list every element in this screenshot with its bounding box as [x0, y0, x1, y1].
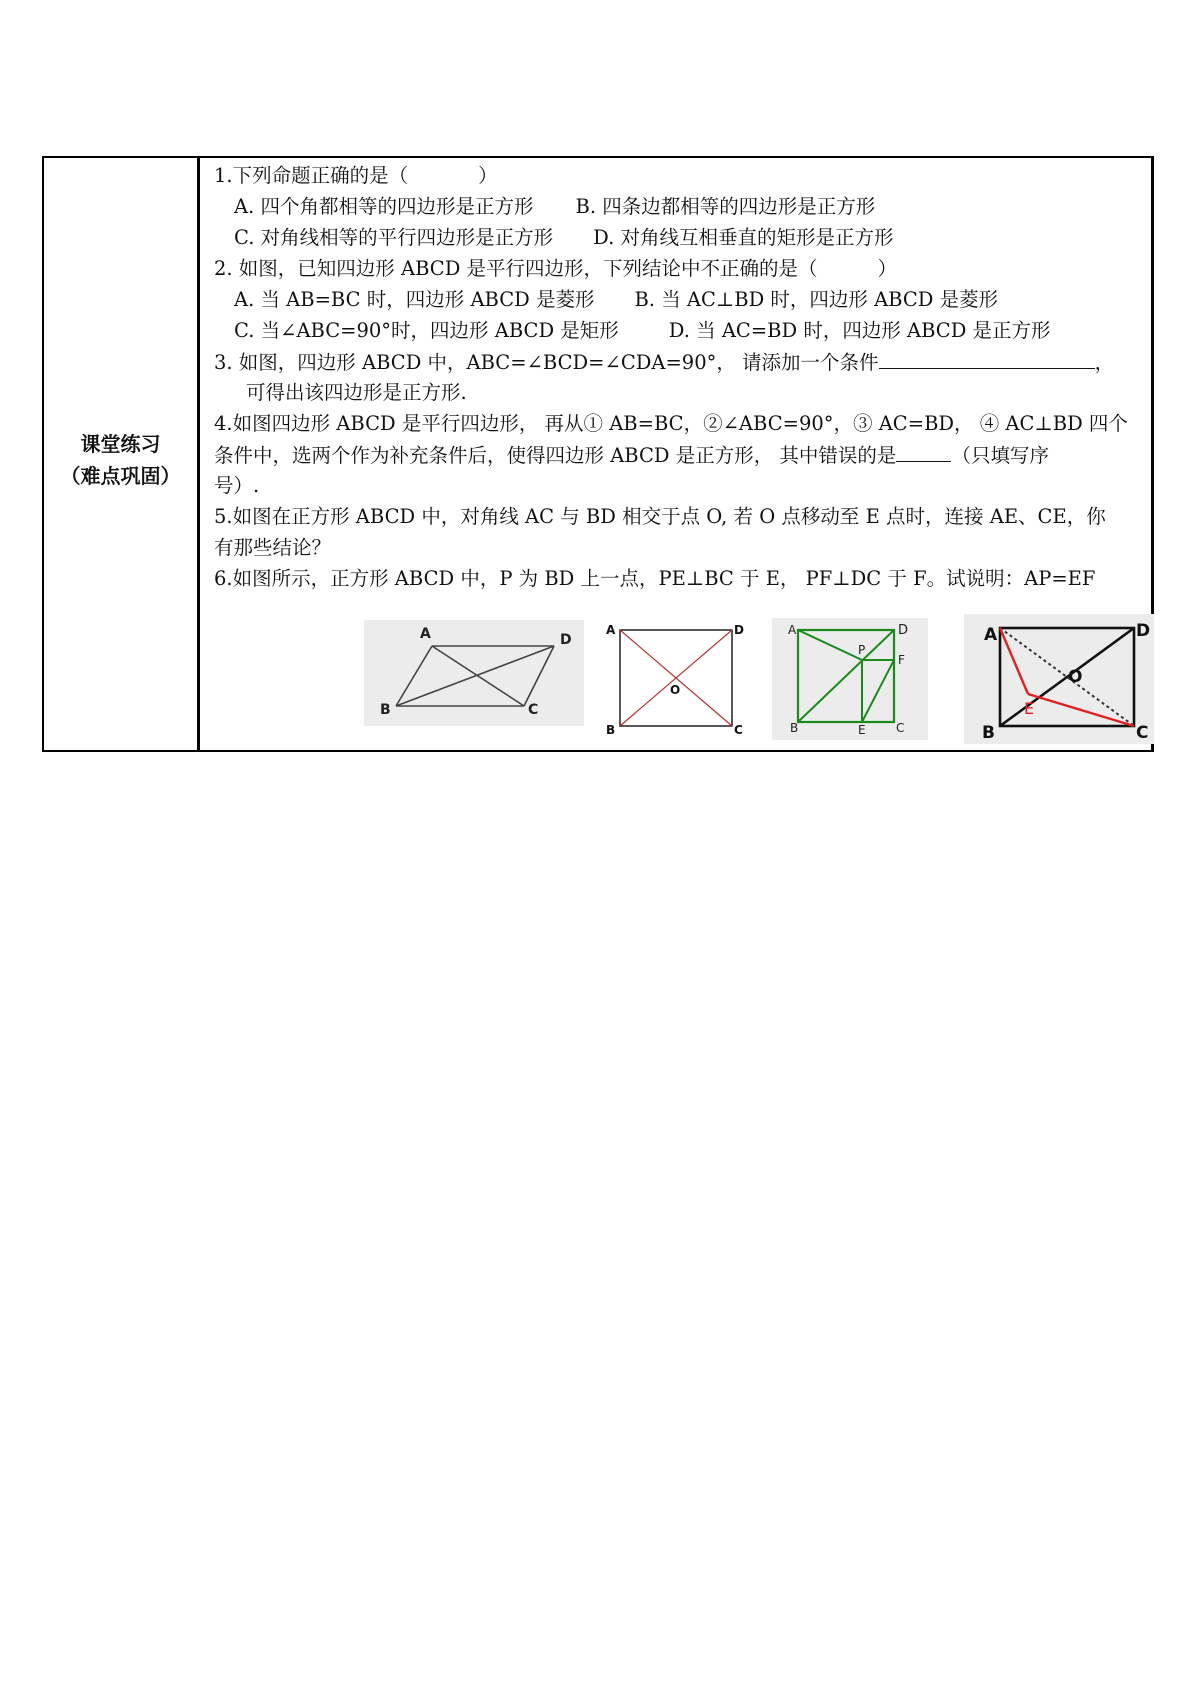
q2-option-d: D. 当 AC=BD 时，四边形 ABCD 是正方形 [668, 319, 1051, 342]
label-b: B [790, 721, 799, 735]
q2-stem-line [214, 257, 897, 281]
q3-answer-blank[interactable] [879, 350, 1095, 369]
section-label-title: 课堂练习 [80, 432, 161, 456]
label-c: C [896, 721, 905, 735]
label-p: P [858, 643, 866, 657]
label-b: B [380, 702, 391, 718]
label-c: C [528, 702, 539, 718]
label-a: A [420, 626, 431, 642]
label-d: D [560, 632, 572, 648]
section-label-subtitle: （难点巩固） [60, 464, 181, 488]
label-b: B [606, 723, 616, 736]
q4-text: 条件中，选两个作为补充条件后，使得四边形 ABCD 是正方形， 其中错误的是 [214, 444, 897, 467]
label-c: C [734, 723, 743, 736]
label-a: A [984, 625, 998, 645]
figure-parallelogram [364, 620, 584, 726]
q3-text: 3. 如图，四边形 ABCD 中，ABC=∠BCD=∠CDA=90°， 请添加一个条件 [214, 351, 879, 374]
figure-square-diagonals-svg [604, 622, 744, 736]
figure-square-p-svg [772, 618, 928, 740]
q1-close: ） [478, 164, 498, 187]
label-o: O [1068, 667, 1083, 687]
label-d: D [898, 623, 909, 638]
q1-stem-line [214, 164, 498, 188]
q2-options-ab [234, 288, 998, 312]
q1-option-d: D. 对角线互相垂直的矩形是正方形 [593, 226, 894, 249]
label-e: E [858, 723, 866, 737]
q3-line1 [214, 350, 1114, 375]
q4-line2 [214, 443, 1049, 468]
figure-square-e-svg [964, 614, 1154, 744]
q1-stem: 1.下列命题正确的是（ [214, 164, 409, 187]
q5-line2: 有那些结论？ [214, 536, 332, 559]
q5-line1: 5.如图在正方形 ABCD 中，对角线 AC 与 BD 相交于点 O, 若 O 点移动至 E 点时，连接 AE、CE，你 [214, 505, 1106, 528]
label-c: C [1136, 723, 1149, 743]
q1-option-b: B. 四条边都相等的四边形是正方形 [575, 195, 876, 218]
q4-line1: 4.如图四边形 ABCD 是平行四边形， 再从① AB=BC，②∠ABC=90°，③ AC=BD， ④ AC⊥BD 四个 [214, 412, 1128, 435]
q2-option-a: A. 当 AB=BC 时，四边形 ABCD 是菱形 [234, 288, 595, 311]
figure-square-diagonals [604, 622, 744, 736]
figures-row [204, 614, 1151, 754]
figure-parallelogram-svg [364, 620, 584, 726]
q2-stem: 2. 如图，已知四边形 ABCD 是平行四边形，下列结论中不正确的是（ [214, 257, 818, 280]
q3-comma: ， [1094, 351, 1115, 374]
label-e: E [1024, 699, 1035, 718]
label-f: F [898, 653, 905, 667]
q2-close: ） [877, 257, 898, 280]
figure-square-e [964, 614, 1154, 744]
q4-answer-blank[interactable] [896, 443, 951, 462]
exercise-table [42, 156, 1154, 752]
q4-line3: 号）. [214, 474, 260, 497]
questions-cell [204, 158, 1151, 750]
label-d: D [1136, 621, 1151, 641]
figure-square-p [772, 618, 928, 740]
label-o: O [670, 683, 681, 697]
label-d: D [734, 623, 744, 637]
label-a: A [606, 623, 616, 637]
q4-hint: （只填写序 [951, 444, 1049, 467]
section-label-cell [44, 158, 200, 750]
q2-option-b: B. 当 AC⊥BD 时，四边形 ABCD 是菱形 [634, 288, 999, 311]
q2-option-c: C. 当∠ABC=90°时，四边形 ABCD 是矩形 [234, 319, 619, 342]
q1-option-c: C. 对角线相等的平行四边形是正方形 [234, 226, 554, 249]
label-a: A [788, 623, 797, 637]
q6-line1: 6.如图所示，正方形 ABCD 中，P 为 BD 上一点，PE⊥BC 于 E， PF⊥DC 于 F。试说明：AP=EF [214, 567, 1096, 590]
section-label [44, 428, 197, 492]
q1-option-a: A. 四个角都相等的四边形是正方形 [234, 195, 534, 218]
q1-options-ab [234, 195, 875, 219]
q1-options-cd [234, 226, 893, 250]
label-b: B [982, 723, 995, 743]
q3-line2: 可得出该四边形是正方形. [246, 381, 467, 404]
q2-options-cd [234, 319, 1051, 343]
